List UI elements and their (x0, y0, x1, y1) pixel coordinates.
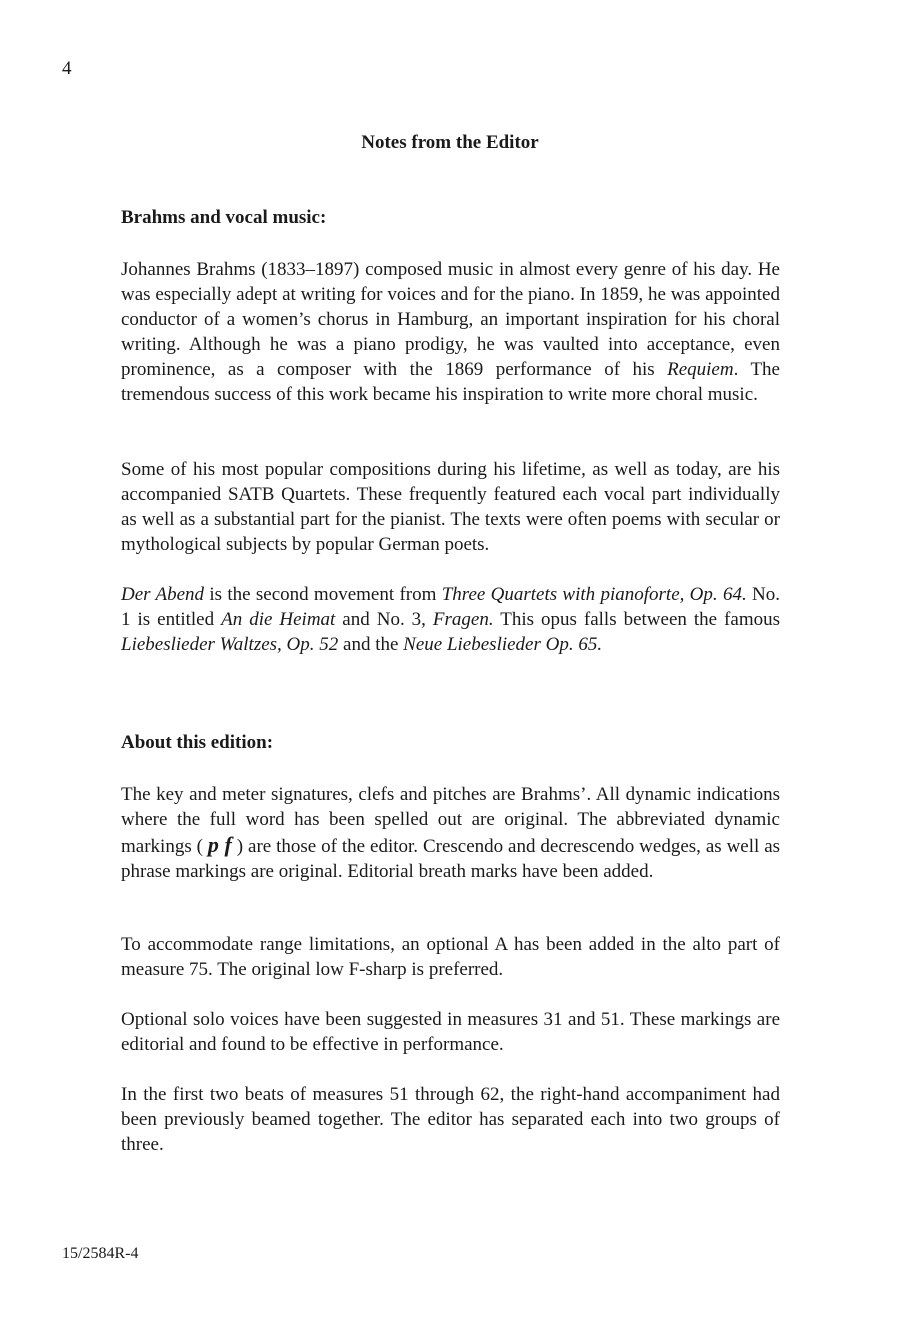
page-title: Notes from the Editor (361, 132, 539, 153)
section-heading-brahms: Brahms and vocal music: (121, 207, 327, 228)
work-title: Requiem (667, 359, 734, 380)
paragraph-satb-quartets: Some of his most popular compositions during his lifetime, as well as today, are his accompanied SATB Quartets. These frequently featured each vocal part individually as well as a substantial part for the pianist. The texts were often poems with secular or mythological subjects by popular German poets. (121, 459, 780, 555)
text-run: The key and meter signatures, clefs and pitches are Brahms’. All dynamic indications where the full word has been spelled out are original. The abbreviated dynamic markings ( (121, 784, 780, 857)
dynamic-markings: p f (207, 832, 232, 857)
text-run: and No. 3, (335, 609, 433, 630)
work-title: Neue Liebeslieder Op. 65. (403, 634, 603, 655)
page-number: 4 (62, 58, 72, 79)
work-title: Fragen. (432, 609, 494, 630)
work-title: An die Heimat (221, 609, 336, 630)
text-run: . The tremendous success of this work became his inspiration to write more choral music. (121, 359, 780, 405)
paragraph-edition-markings (121, 782, 780, 884)
paragraph-beaming: In the first two beats of measures 51 through 62, the right-hand accompaniment had been previously beamed together. The editor has separated each into two groups of three. (121, 1084, 780, 1155)
text-run: No. 1 is entitled (121, 584, 780, 630)
paragraph-der-abend (121, 582, 780, 657)
work-title: Der Abend (121, 584, 205, 605)
text-run: ) are those of the editor. Crescendo and decrescendo wedges, as well as phrase markings are original. Editorial breath marks have been added. (121, 836, 781, 882)
work-title: Liebeslieder Waltzes, Op. 52 (121, 634, 339, 655)
text-run: This opus falls between the famous (493, 609, 780, 630)
text-run: is the second movement from (204, 584, 442, 605)
text-run: Johannes Brahms (1833–1897) composed music in almost every genre of his day. He was especially adept at writing for voices and for the piano. In 1859, he was appointed conductor of a women’s chorus in Hamburg, an important inspiration for his choral writing. Although he was a piano prodigy, he was vaulted into acceptance, even prominence, as a composer with the 1869 performance of his (121, 259, 780, 380)
paragraph-range-limitations: To accommodate range limitations, an optional A has been added in the alto part of measure 75. The original low F-sharp is preferred. (121, 934, 780, 980)
paragraph-brahms-intro (121, 257, 780, 407)
paragraph-solo-voices: Optional solo voices have been suggested in measures 31 and 51. These markings are editorial and found to be effective in performance. (121, 1009, 780, 1055)
footer-catalog-code: 15/2584R-4 (62, 1245, 139, 1262)
text-run: and the (338, 634, 404, 655)
section-heading-edition: About this edition: (121, 732, 274, 753)
work-title: Three Quartets with pianoforte, Op. 64. (441, 584, 747, 605)
